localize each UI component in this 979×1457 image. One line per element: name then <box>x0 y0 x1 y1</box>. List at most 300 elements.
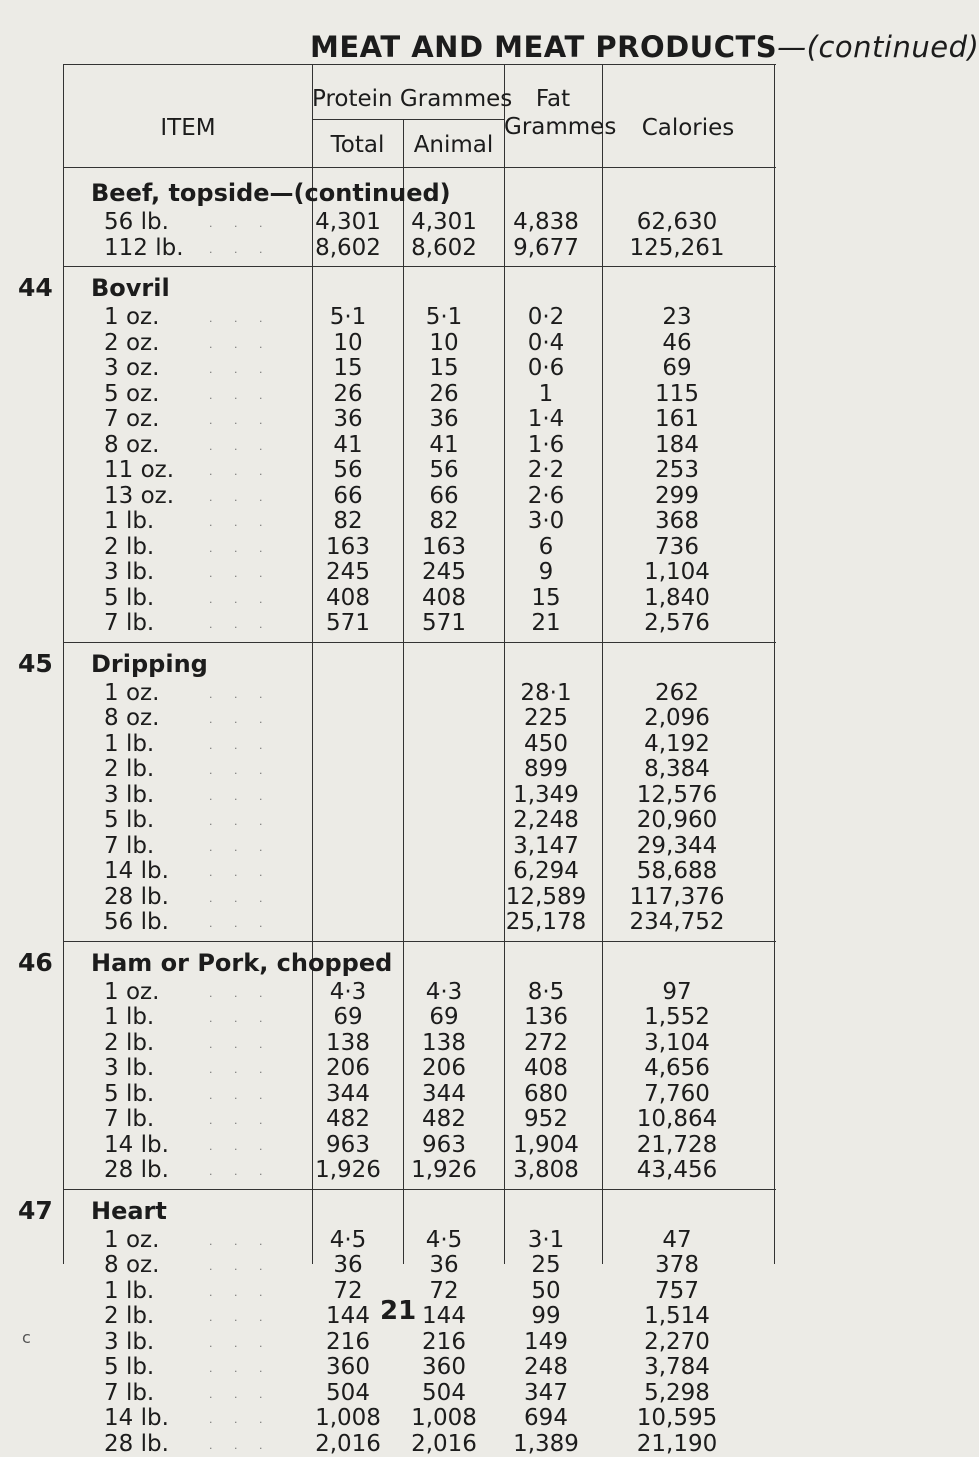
fat-cell: 3·0 <box>527 508 565 534</box>
section-divider <box>64 642 776 643</box>
protein-total-cell: 4·3 <box>329 978 367 1005</box>
protein-animal-cell: 963 <box>422 1131 466 1158</box>
table-row <box>64 781 776 808</box>
leader-dots: . . . <box>209 687 272 701</box>
table-row <box>64 1430 776 1457</box>
leader-dots: . . . <box>209 866 272 879</box>
protein-animal-cell: 2,016 <box>411 1430 477 1457</box>
leader-dots: . . . <box>209 1114 272 1127</box>
calories-cell: 12,576 <box>636 781 718 808</box>
leader-dots: . . . <box>209 592 272 606</box>
leader-dots: . . . <box>209 738 272 752</box>
section-divider <box>64 941 776 942</box>
fat-cell: 12,589 <box>505 883 587 910</box>
fat-cell: 21 <box>531 610 561 636</box>
protein-animal-cell: 4·5 <box>425 1226 463 1253</box>
protein-animal-cell: 245 <box>422 559 466 585</box>
calories-cell: 1,552 <box>644 1004 710 1030</box>
title-suffix: —(continued) <box>777 30 979 64</box>
calories-cell: 1,514 <box>644 1303 710 1329</box>
protein-total-cell: 216 <box>326 1328 370 1355</box>
protein-total-cell: 82 <box>333 508 363 534</box>
quantity-cell: 3 lb. <box>104 1055 155 1081</box>
leader-dots: . . . <box>209 337 272 351</box>
protein-total-cell: 206 <box>326 1055 370 1081</box>
protein-subheader-rule <box>312 119 504 120</box>
calories-cell: 58,688 <box>636 858 718 884</box>
fat-cell: 347 <box>524 1379 568 1406</box>
table-row <box>64 457 776 483</box>
table-row <box>64 559 776 585</box>
quantity-cell: 1 lb. <box>104 508 155 534</box>
header-fat: Fat <box>535 86 571 112</box>
fat-cell: 450 <box>524 730 568 757</box>
table-row <box>64 1354 776 1380</box>
quantity-cell: 13 oz. <box>104 482 175 509</box>
calories-cell: 97 <box>662 978 692 1005</box>
table-row <box>64 1029 776 1056</box>
section-title: Dripping <box>91 649 208 678</box>
leader-dots: . . . <box>209 242 272 256</box>
leader-dots: . . . <box>209 1012 272 1025</box>
calories-cell: 2,576 <box>644 610 710 636</box>
quantity-cell: 7 lb. <box>104 832 155 859</box>
protein-total-cell: 41 <box>333 431 363 458</box>
quantity-cell: 3 lb. <box>104 559 155 585</box>
quantity-cell: 7 lb. <box>104 1106 155 1132</box>
table-row <box>64 1405 776 1431</box>
leader-dots: . . . <box>209 541 272 555</box>
quantity-cell: 2 oz. <box>104 329 160 356</box>
section-number: 46 <box>18 947 53 977</box>
header-fat-grammes: Grammes <box>504 114 617 140</box>
corner-mark: c <box>22 1328 31 1347</box>
calories-cell: 47 <box>662 1226 692 1253</box>
protein-total-cell: 2,016 <box>315 1430 381 1457</box>
leader-dots: . . . <box>209 567 272 580</box>
protein-animal-cell: 36 <box>429 1252 459 1278</box>
table-row <box>64 730 776 757</box>
fat-cell: 1,349 <box>513 781 579 808</box>
quantity-cell: 5 lb. <box>104 584 155 611</box>
fat-cell: 136 <box>524 1004 568 1030</box>
quantity-cell: 1 oz. <box>104 679 160 706</box>
calories-cell: 43,456 <box>636 1157 718 1183</box>
protein-total-cell: 571 <box>326 610 370 636</box>
fat-cell: 0·2 <box>527 304 565 330</box>
leader-dots: . . . <box>209 312 272 325</box>
protein-total-cell: 36 <box>333 406 363 432</box>
calories-cell: 378 <box>655 1252 699 1278</box>
leader-dots: . . . <box>209 917 272 930</box>
protein-total-cell: 36 <box>333 1252 363 1278</box>
leader-dots: . . . <box>209 1311 272 1324</box>
protein-animal-cell: 163 <box>422 533 466 560</box>
protein-total-cell: 1,926 <box>315 1157 381 1183</box>
quantity-cell: 28 lb. <box>104 883 169 910</box>
fat-cell: 0·4 <box>527 329 565 356</box>
fat-cell: 2·6 <box>527 482 565 509</box>
protein-animal-cell: 216 <box>422 1328 466 1355</box>
calories-cell: 10,864 <box>636 1106 718 1132</box>
table-row <box>64 584 776 611</box>
protein-total-cell: 504 <box>326 1379 370 1406</box>
protein-total-cell: 163 <box>326 533 370 560</box>
calories-cell: 115 <box>655 380 699 407</box>
quantity-cell: 2 lb. <box>104 533 155 560</box>
table-row <box>64 1080 776 1107</box>
quantity-cell: 14 lb. <box>104 1405 169 1431</box>
leader-dots: . . . <box>209 1336 272 1350</box>
table-row <box>64 431 776 458</box>
header-calories: Calories <box>641 115 735 141</box>
calories-cell: 234,752 <box>629 909 725 935</box>
calories-cell: 21,728 <box>636 1131 718 1158</box>
leader-dots: . . . <box>209 1088 272 1102</box>
protein-total-cell: 15 <box>333 355 363 381</box>
protein-animal-cell: 344 <box>422 1080 466 1107</box>
leader-dots: . . . <box>209 1037 272 1051</box>
fat-cell: 1,904 <box>513 1131 579 1158</box>
calories-cell: 1,104 <box>644 559 710 585</box>
header-protein: Protein Grammes <box>312 86 513 112</box>
leader-dots: . . . <box>209 1234 272 1248</box>
quantity-cell: 56 lb. <box>104 209 169 235</box>
protein-total-cell: 408 <box>326 584 370 611</box>
protein-animal-cell: 56 <box>429 457 459 483</box>
calories-cell: 161 <box>655 406 699 432</box>
table-row <box>64 1379 776 1406</box>
fat-cell: 3,808 <box>513 1157 579 1183</box>
protein-total-cell: 26 <box>333 380 363 407</box>
leader-dots: . . . <box>209 1063 272 1076</box>
quantity-cell: 1 oz. <box>104 978 160 1005</box>
calories-cell: 21,190 <box>636 1430 718 1457</box>
calories-cell: 117,376 <box>629 883 725 910</box>
calories-cell: 46 <box>662 329 692 356</box>
table-row <box>64 858 776 884</box>
header-bottom-rule <box>64 167 776 168</box>
leader-dots: . . . <box>209 217 272 230</box>
calories-cell: 4,656 <box>644 1055 710 1081</box>
protein-total-cell: 963 <box>326 1131 370 1158</box>
calories-cell: 10,595 <box>636 1405 718 1431</box>
quantity-cell: 2 lb. <box>104 1303 155 1329</box>
leader-dots: . . . <box>209 465 272 478</box>
quantity-cell: 28 lb. <box>104 1430 169 1457</box>
section-number: 45 <box>18 648 53 678</box>
fat-cell: 225 <box>524 705 568 731</box>
section-divider <box>64 1189 776 1190</box>
fat-cell: 3·1 <box>527 1226 565 1253</box>
quantity-cell: 3 lb. <box>104 1328 155 1355</box>
calories-cell: 253 <box>655 457 699 483</box>
table-row <box>64 807 776 833</box>
protein-animal-cell: 26 <box>429 380 459 407</box>
calories-cell: 29,344 <box>636 832 718 859</box>
calories-cell: 3,104 <box>644 1029 710 1056</box>
leader-dots: . . . <box>209 1260 272 1273</box>
quantity-cell: 14 lb. <box>104 858 169 884</box>
nutrition-table <box>18 64 776 1457</box>
calories-cell: 20,960 <box>636 807 718 833</box>
quantity-cell: 7 lb. <box>104 610 155 636</box>
protein-animal-cell: 206 <box>422 1055 466 1081</box>
protein-animal-cell: 408 <box>422 584 466 611</box>
protein-animal-cell: 360 <box>422 1354 466 1380</box>
fat-cell: 28·1 <box>520 679 572 706</box>
protein-total-cell: 8,602 <box>315 234 381 261</box>
protein-animal-cell: 1,926 <box>411 1157 477 1183</box>
calories-cell: 62,630 <box>636 209 718 235</box>
section-number: 44 <box>18 273 53 302</box>
quantity-cell: 7 lb. <box>104 1379 155 1406</box>
fat-cell: 2,248 <box>513 807 579 833</box>
fat-cell: 8·5 <box>527 978 565 1005</box>
fat-cell: 4,838 <box>513 209 579 235</box>
fat-cell: 25 <box>531 1252 561 1278</box>
table-row <box>64 508 776 534</box>
protein-total-cell: 66 <box>333 482 363 509</box>
protein-total-cell: 4,301 <box>315 209 381 235</box>
fat-cell: 1·4 <box>527 406 565 432</box>
leader-dots: . . . <box>209 1387 272 1401</box>
table-row <box>64 533 776 560</box>
leader-dots: . . . <box>209 439 272 453</box>
fat-cell: 149 <box>524 1328 568 1355</box>
fat-cell: 248 <box>524 1354 568 1380</box>
protein-animal-cell: 144 <box>422 1303 466 1329</box>
calories-cell: 7,760 <box>644 1080 710 1107</box>
calories-cell: 299 <box>655 482 699 509</box>
quantity-cell: 2 lb. <box>104 756 155 782</box>
table-row <box>64 380 776 407</box>
leader-dots: . . . <box>209 363 272 376</box>
table-row <box>64 209 776 235</box>
table-row <box>64 1157 776 1183</box>
fat-cell: 1 <box>538 380 554 407</box>
header-top-rule <box>64 64 776 65</box>
table-row <box>64 978 776 1005</box>
protein-total-cell: 360 <box>326 1354 370 1380</box>
table-row <box>64 1131 776 1158</box>
section-title: Ham or Pork, chopped <box>91 948 393 977</box>
table-row <box>64 705 776 731</box>
protein-animal-cell: 66 <box>429 482 459 509</box>
quantity-cell: 3 lb. <box>104 781 155 808</box>
table-row <box>64 304 776 330</box>
protein-animal-cell: 8,602 <box>411 234 477 261</box>
leader-dots: . . . <box>209 414 272 427</box>
leader-dots: . . . <box>209 1139 272 1153</box>
leader-dots: . . . <box>209 1413 272 1426</box>
fat-cell: 25,178 <box>505 909 587 935</box>
quantity-cell: 8 oz. <box>104 1252 160 1278</box>
section-divider <box>64 266 776 267</box>
calories-cell: 125,261 <box>629 234 725 261</box>
table-row <box>64 756 776 782</box>
page-title <box>310 30 979 64</box>
calories-cell: 4,192 <box>644 730 710 757</box>
calories-cell: 69 <box>662 355 692 381</box>
quantity-cell: 8 oz. <box>104 705 160 731</box>
protein-total-cell: 344 <box>326 1080 370 1107</box>
protein-total-cell: 5·1 <box>329 304 367 330</box>
leader-dots: . . . <box>209 490 272 504</box>
header-protein-total: Total <box>330 132 385 158</box>
section-title: Beef, topside—(continued) <box>91 179 451 207</box>
table-row <box>64 883 776 910</box>
quantity-cell: 2 lb. <box>104 1029 155 1056</box>
leader-dots: . . . <box>209 1362 272 1375</box>
protein-animal-cell: 10 <box>429 329 459 356</box>
calories-cell: 2,270 <box>644 1328 710 1355</box>
calories-cell: 23 <box>662 304 692 330</box>
quantity-cell: 112 lb. <box>104 234 184 261</box>
quantity-cell: 1 lb. <box>104 1004 155 1030</box>
table-row <box>64 1277 776 1304</box>
protein-animal-cell: 1,008 <box>411 1405 477 1431</box>
protein-total-cell: 138 <box>326 1029 370 1056</box>
header-item: ITEM <box>160 115 216 141</box>
quantity-cell: 1 oz. <box>104 304 160 330</box>
leader-dots: . . . <box>209 764 272 777</box>
fat-cell: 0·6 <box>527 355 565 381</box>
calories-cell: 262 <box>655 679 699 706</box>
protein-total-cell: 144 <box>326 1303 370 1329</box>
fat-cell: 272 <box>524 1029 568 1056</box>
protein-animal-cell: 4·3 <box>425 978 463 1005</box>
leader-dots: . . . <box>209 986 272 1000</box>
table-row <box>64 679 776 706</box>
table-row <box>64 355 776 381</box>
protein-animal-cell: 82 <box>429 508 459 534</box>
protein-animal-cell: 482 <box>422 1106 466 1132</box>
quantity-cell: 1 lb. <box>104 730 155 757</box>
leader-dots: . . . <box>209 388 272 402</box>
section-title: Bovril <box>91 274 170 302</box>
quantity-cell: 1 lb. <box>104 1277 155 1304</box>
table-row <box>64 1328 776 1355</box>
calories-cell: 736 <box>655 533 699 560</box>
leader-dots: . . . <box>209 516 272 529</box>
protein-animal-cell: 5·1 <box>425 304 463 330</box>
fat-cell: 694 <box>524 1405 568 1431</box>
page-number: 21 <box>380 1296 417 1326</box>
leader-dots: . . . <box>209 815 272 828</box>
fat-cell: 1,389 <box>513 1430 579 1457</box>
quantity-cell: 28 lb. <box>104 1157 169 1183</box>
table-row <box>64 1004 776 1030</box>
calories-cell: 5,298 <box>644 1379 710 1406</box>
table-row <box>64 1303 776 1329</box>
table-row <box>64 234 776 261</box>
fat-cell: 9,677 <box>513 234 579 261</box>
title-text: MEAT AND MEAT PRODUCTS <box>310 30 778 64</box>
table-row <box>64 1106 776 1132</box>
header-protein-animal: Animal <box>413 132 494 158</box>
calories-cell: 757 <box>655 1277 699 1304</box>
protein-animal-cell: 69 <box>429 1004 459 1030</box>
quantity-cell: 1 oz. <box>104 1226 160 1253</box>
fat-cell: 9 <box>538 559 554 585</box>
quantity-cell: 11 oz. <box>104 457 175 483</box>
quantity-cell: 5 lb. <box>104 807 155 833</box>
table-row <box>64 1252 776 1278</box>
leader-dots: . . . <box>209 891 272 905</box>
leader-dots: . . . <box>209 840 272 854</box>
calories-cell: 3,784 <box>644 1354 710 1380</box>
protein-animal-cell: 72 <box>429 1277 459 1304</box>
table-row <box>64 1226 776 1253</box>
calories-cell: 1,840 <box>644 584 710 611</box>
protein-total-cell: 56 <box>333 457 363 483</box>
fat-cell: 899 <box>524 756 568 782</box>
protein-animal-cell: 41 <box>429 431 459 458</box>
protein-animal-cell: 4,301 <box>411 209 477 235</box>
protein-animal-cell: 138 <box>422 1029 466 1056</box>
table-row <box>64 832 776 859</box>
fat-cell: 99 <box>531 1303 561 1329</box>
quantity-cell: 3 oz. <box>104 355 160 381</box>
leader-dots: . . . <box>209 1285 272 1299</box>
section-number: 47 <box>18 1195 53 1225</box>
protein-total-cell: 10 <box>333 329 363 356</box>
fat-cell: 6 <box>538 533 554 560</box>
protein-total-cell: 69 <box>333 1004 363 1030</box>
fat-cell: 50 <box>531 1277 561 1304</box>
section-title: Heart <box>91 1196 167 1225</box>
quantity-cell: 8 oz. <box>104 431 160 458</box>
calories-cell: 368 <box>655 508 699 534</box>
table-row <box>64 329 776 356</box>
fat-cell: 680 <box>524 1080 568 1107</box>
fat-cell: 2·2 <box>527 457 565 483</box>
calories-cell: 2,096 <box>644 705 710 731</box>
table-row <box>64 909 776 935</box>
protein-animal-cell: 36 <box>429 406 459 432</box>
leader-dots: . . . <box>209 618 272 631</box>
table-row <box>64 610 776 636</box>
calories-cell: 8,384 <box>644 756 710 782</box>
fat-cell: 408 <box>524 1055 568 1081</box>
fat-cell: 3,147 <box>513 832 579 859</box>
quantity-cell: 14 lb. <box>104 1131 169 1158</box>
leader-dots: . . . <box>209 1165 272 1178</box>
calories-cell: 184 <box>655 431 699 458</box>
fat-cell: 6,294 <box>513 858 579 884</box>
protein-total-cell: 72 <box>333 1277 363 1304</box>
quantity-cell: 5 lb. <box>104 1080 155 1107</box>
leader-dots: . . . <box>209 1438 272 1452</box>
table-row <box>64 1055 776 1081</box>
protein-animal-cell: 504 <box>422 1379 466 1406</box>
fat-cell: 952 <box>524 1106 568 1132</box>
protein-animal-cell: 571 <box>422 610 466 636</box>
quantity-cell: 7 oz. <box>104 406 160 432</box>
protein-total-cell: 245 <box>326 559 370 585</box>
fat-cell: 1·6 <box>527 431 565 458</box>
quantity-cell: 5 oz. <box>104 380 160 407</box>
fat-cell: 15 <box>531 584 561 611</box>
leader-dots: . . . <box>209 713 272 726</box>
quantity-cell: 56 lb. <box>104 909 169 935</box>
table-row <box>64 482 776 509</box>
protein-total-cell: 482 <box>326 1106 370 1132</box>
quantity-cell: 5 lb. <box>104 1354 155 1380</box>
table-row <box>64 406 776 432</box>
leader-dots: . . . <box>209 789 272 803</box>
